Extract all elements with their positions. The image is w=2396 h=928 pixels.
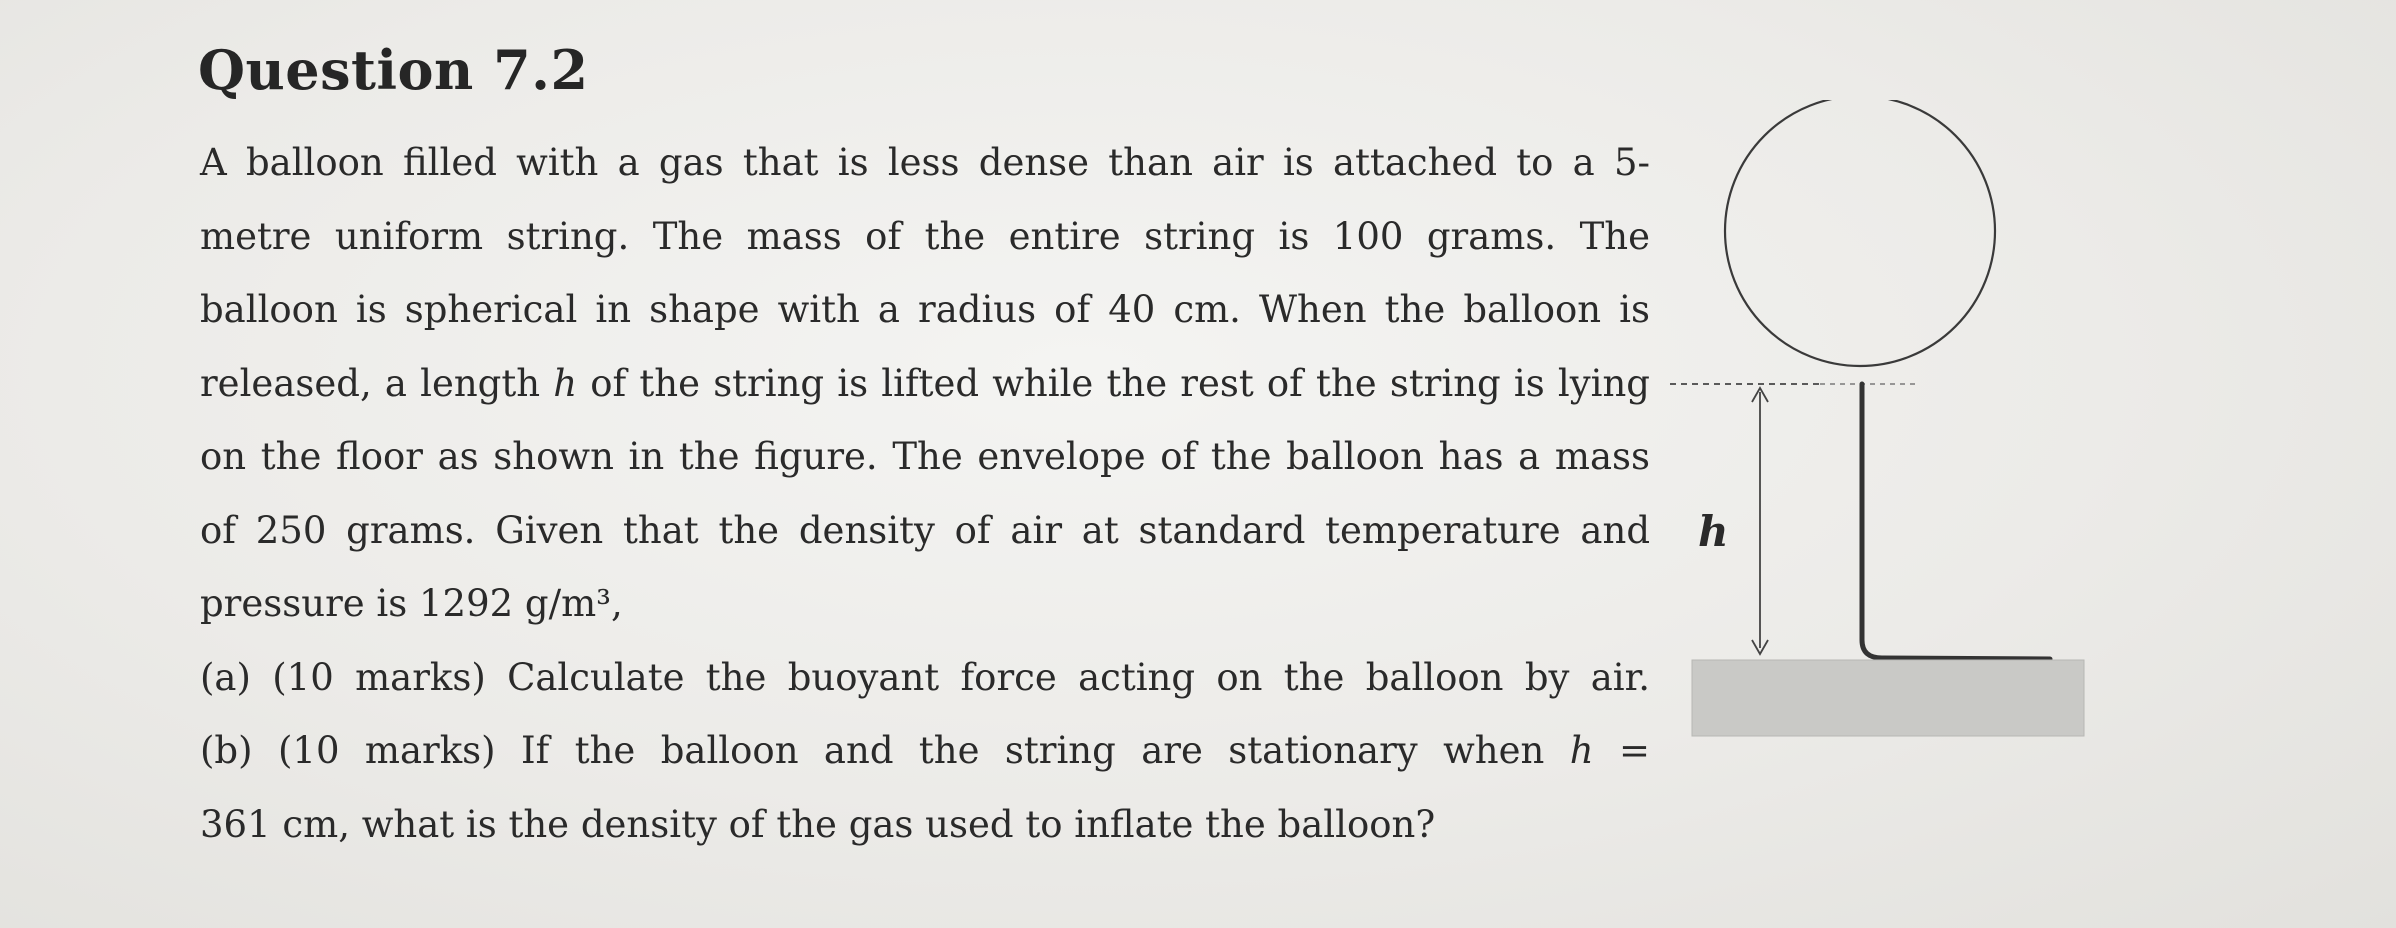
question-line-4 (200, 347, 1650, 421)
balloon-string (1862, 384, 2050, 659)
question-line-3: balloon is spherical in shape with a radius of 40 cm. When the balloon is (200, 288, 1650, 331)
question-line-2: metre uniform string. The mass of the entire string is 100 grams. The (200, 214, 1650, 258)
part-b-line-2: 361 cm, what is the density of the gas used to inflate the balloon? (200, 802, 1436, 846)
floor-block (1692, 660, 2084, 736)
question-line-6: of 250 grams. Given that the density of air at standard temperature and (200, 508, 1650, 552)
question-line-5: on the floor as shown in the figure. The envelope of the balloon has a mass (200, 435, 1650, 478)
balloon-circle (1725, 100, 1995, 366)
balloon-figure (1670, 100, 2100, 760)
part-a: (a) (10 marks) Calculate the buoyant force acting on the balloon by air. (200, 655, 1650, 699)
height-label: h (1698, 507, 1729, 556)
question-line-1: A balloon filled with a gas that is less dense than air is attached to a 5- (200, 141, 1650, 184)
question-title: Question 7.2 (198, 38, 589, 102)
question-text (200, 126, 1650, 861)
balloon-diagram (1670, 100, 2100, 760)
line-4-start: released, a length (200, 361, 554, 405)
part-b (200, 714, 1650, 788)
part-b-variable-h: h (1569, 729, 1594, 772)
question-line-7: pressure is 1292 g/m³, (200, 582, 623, 625)
part-b-end: = (1593, 729, 1650, 772)
part-b-start: (b) (10 marks) If the balloon and the string are stationary when (200, 729, 1570, 772)
line-4-end: of the string is lifted while the rest of the string is lying (577, 361, 1650, 405)
variable-h: h (553, 361, 578, 405)
